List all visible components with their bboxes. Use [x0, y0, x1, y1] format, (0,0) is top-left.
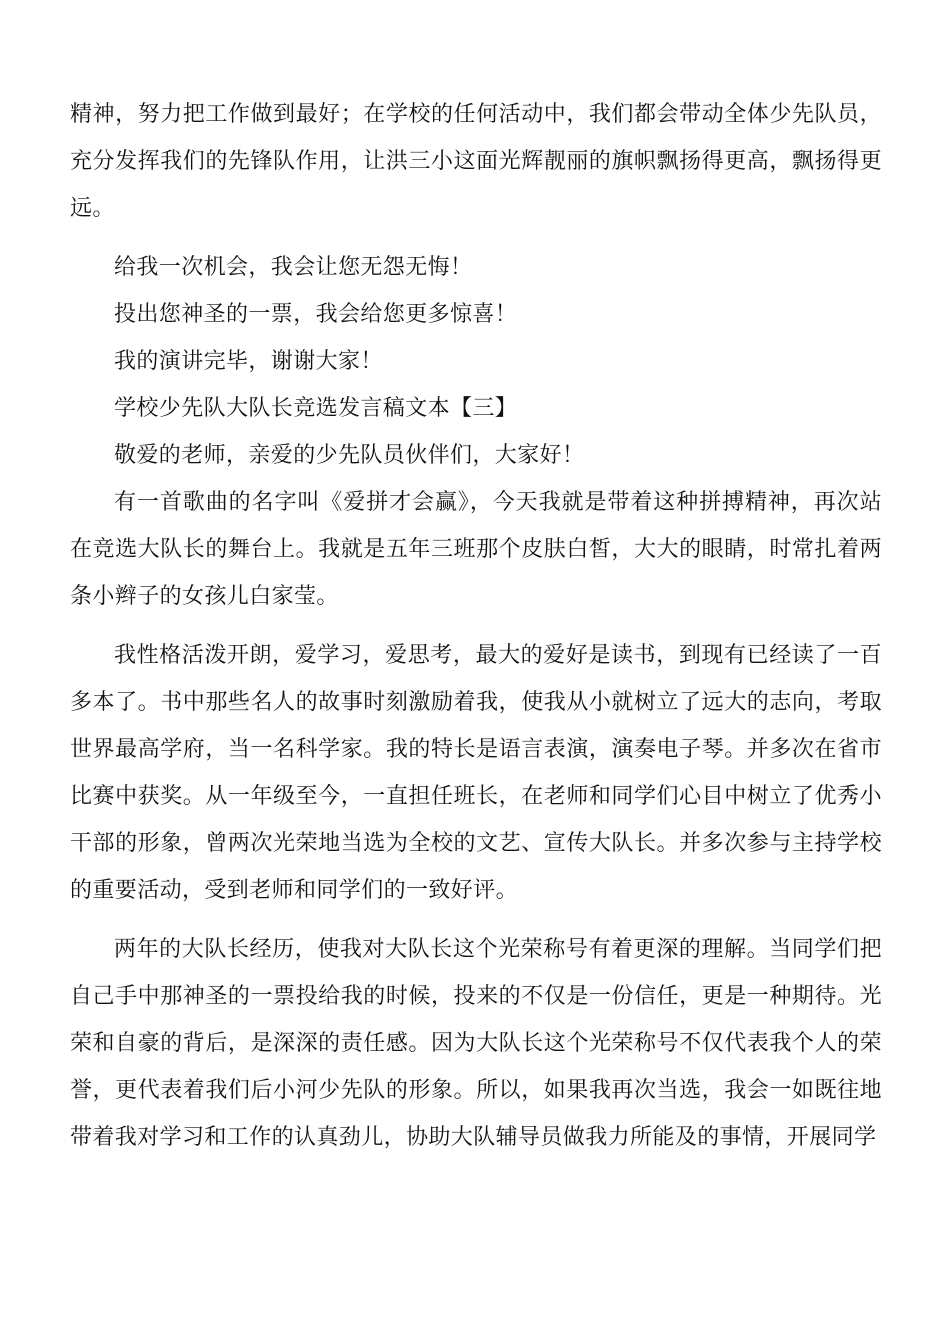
section-heading: 学校少先队大队长竞选发言稿文本【三】	[114, 396, 518, 421]
paragraph-introduction: 有一首歌曲的名字叫《爱拼才会赢》，今天我就是带着这种拼搏精神，再次站在竞选大队长的舞台上。我就是五年三班那个皮肤白皙，大大的眼睛，时常扎着两条小辫子的女孩儿白家莹。	[70, 490, 882, 609]
paragraph-vote: 投出您神圣的一票，我会给您更多惊喜！	[114, 302, 518, 327]
paragraph-continuation: 精神，努力把工作做到最好；在学校的任何活动中，我们都会带动全体少先队员，充分发挥我们的先锋队作用，让洪三小这面光辉靓丽的旗帜飘扬得更高，飘扬得更远。	[70, 102, 882, 221]
paragraph-personality: 我性格活泼开朗，爱学习，爱思考，最大的爱好是读书，到现有已经读了一百多本了。书中那些名人的故事时刻激励着我，使我从小就树立了远大的志向，考取世界最高学府，当一名科学家。我的特长是语言表演，演奏电子琴。并多次在省市比赛中获奖。从一年级至今，一直担任班长，在老师和同学们心目中树立了优秀小干部的形象，曾两次光荣地当选为全校的文艺、宣传大队长。并多次参与主持学校的重要活动，受到老师和同学们的一致好评。	[70, 643, 882, 903]
paragraph-greeting: 敬爱的老师，亲爱的少先队员伙伴们，大家好！	[114, 443, 585, 468]
paragraph-closing: 我的演讲完毕，谢谢大家！	[114, 349, 383, 374]
paragraph-experience: 两年的大队长经历，使我对大队长这个光荣称号有着更深的理解。当同学们把自己手中那神圣的一票投给我的时候，投来的不仅是一份信任，更是一种期待。光荣和自豪的背后，是深深的责任感。因为大队长这个光荣称号不仅代表我个人的荣誉，更代表着我们后小河少先队的形象。所以，如果我再次当选，我会一如既往地带着我对学习和工作的认真劲儿，协助大队辅导员做我力所能及的事情，开展同学	[70, 937, 882, 1150]
paragraph-chance: 给我一次机会，我会让您无怨无悔！	[114, 255, 473, 280]
document-page	[70, 91, 882, 1161]
